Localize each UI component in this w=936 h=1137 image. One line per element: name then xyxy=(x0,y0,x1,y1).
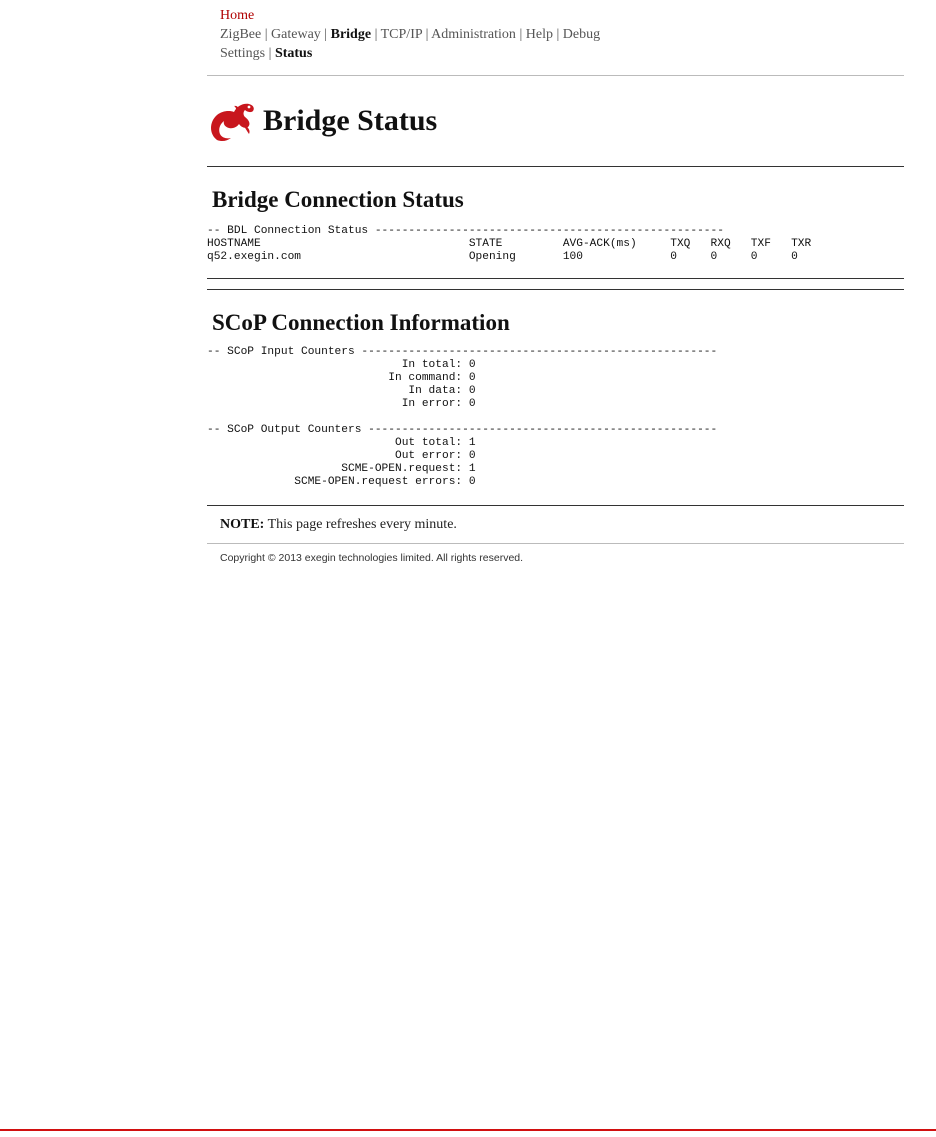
bridge-section-title: Bridge Connection Status xyxy=(212,187,464,212)
nav-link-tcp-ip[interactable]: TCP/IP xyxy=(380,27,423,42)
bottom-accent-bar xyxy=(0,1129,936,1131)
scop-counters: -- SCoP Input Counters ----------------------------------------------------- In total: 0 In command: 0 In data: 0 In error: 0 -- SCoP Output Counters ---------------------------------------------------- Out total: 1 Out error: 0 SCME-OPEN.request: 1 SCME-OPEN.request errors: 0 xyxy=(207,346,718,488)
nav-link-administration[interactable]: Administration xyxy=(431,27,516,42)
refresh-note xyxy=(207,517,904,533)
note-text: This page refreshes every minute. xyxy=(267,517,457,532)
page-header xyxy=(207,76,904,166)
page-container xyxy=(207,6,904,564)
nav-row-main xyxy=(220,25,904,44)
nav-separator: | xyxy=(371,27,381,42)
exegin-lizard-logo-icon xyxy=(207,98,257,144)
nav-separator: | xyxy=(515,27,526,42)
nav-link-debug[interactable]: Debug xyxy=(562,27,601,42)
page-title: Bridge Status xyxy=(263,104,438,137)
nav-separator: | xyxy=(422,27,432,42)
nav-link-bridge[interactable]: Bridge xyxy=(330,27,372,42)
nav-separator: | xyxy=(265,46,275,61)
bridge-status-table: -- BDL Connection Status ---------------------------------------------------- HOSTNAME STATE AVG-ACK(ms) TXQ RXQ TXF TXR q52.exegin.com Opening 100 0 0 0 0 xyxy=(207,225,812,263)
note-label: NOTE: xyxy=(220,517,265,532)
nav-link-status[interactable]: Status xyxy=(274,46,313,61)
nav-home-row xyxy=(220,6,904,25)
scop-section-title: SCoP Connection Information xyxy=(212,310,510,335)
nav-row-sub xyxy=(220,44,904,63)
nav-link-zigbee[interactable]: ZigBee xyxy=(220,27,262,42)
copyright-text: Copyright © 2013 exegin technologies limited. All rights reserved. xyxy=(220,552,524,564)
nav-link-gateway[interactable]: Gateway xyxy=(271,27,321,42)
top-nav xyxy=(207,6,904,63)
nav-separator: | xyxy=(552,27,563,42)
nav-link-help[interactable]: Help xyxy=(525,27,553,42)
nav-separator: | xyxy=(261,27,272,42)
nav-link-home[interactable]: Home xyxy=(220,8,255,23)
nav-separator: | xyxy=(320,27,331,42)
nav-link-settings[interactable]: Settings xyxy=(220,46,266,61)
